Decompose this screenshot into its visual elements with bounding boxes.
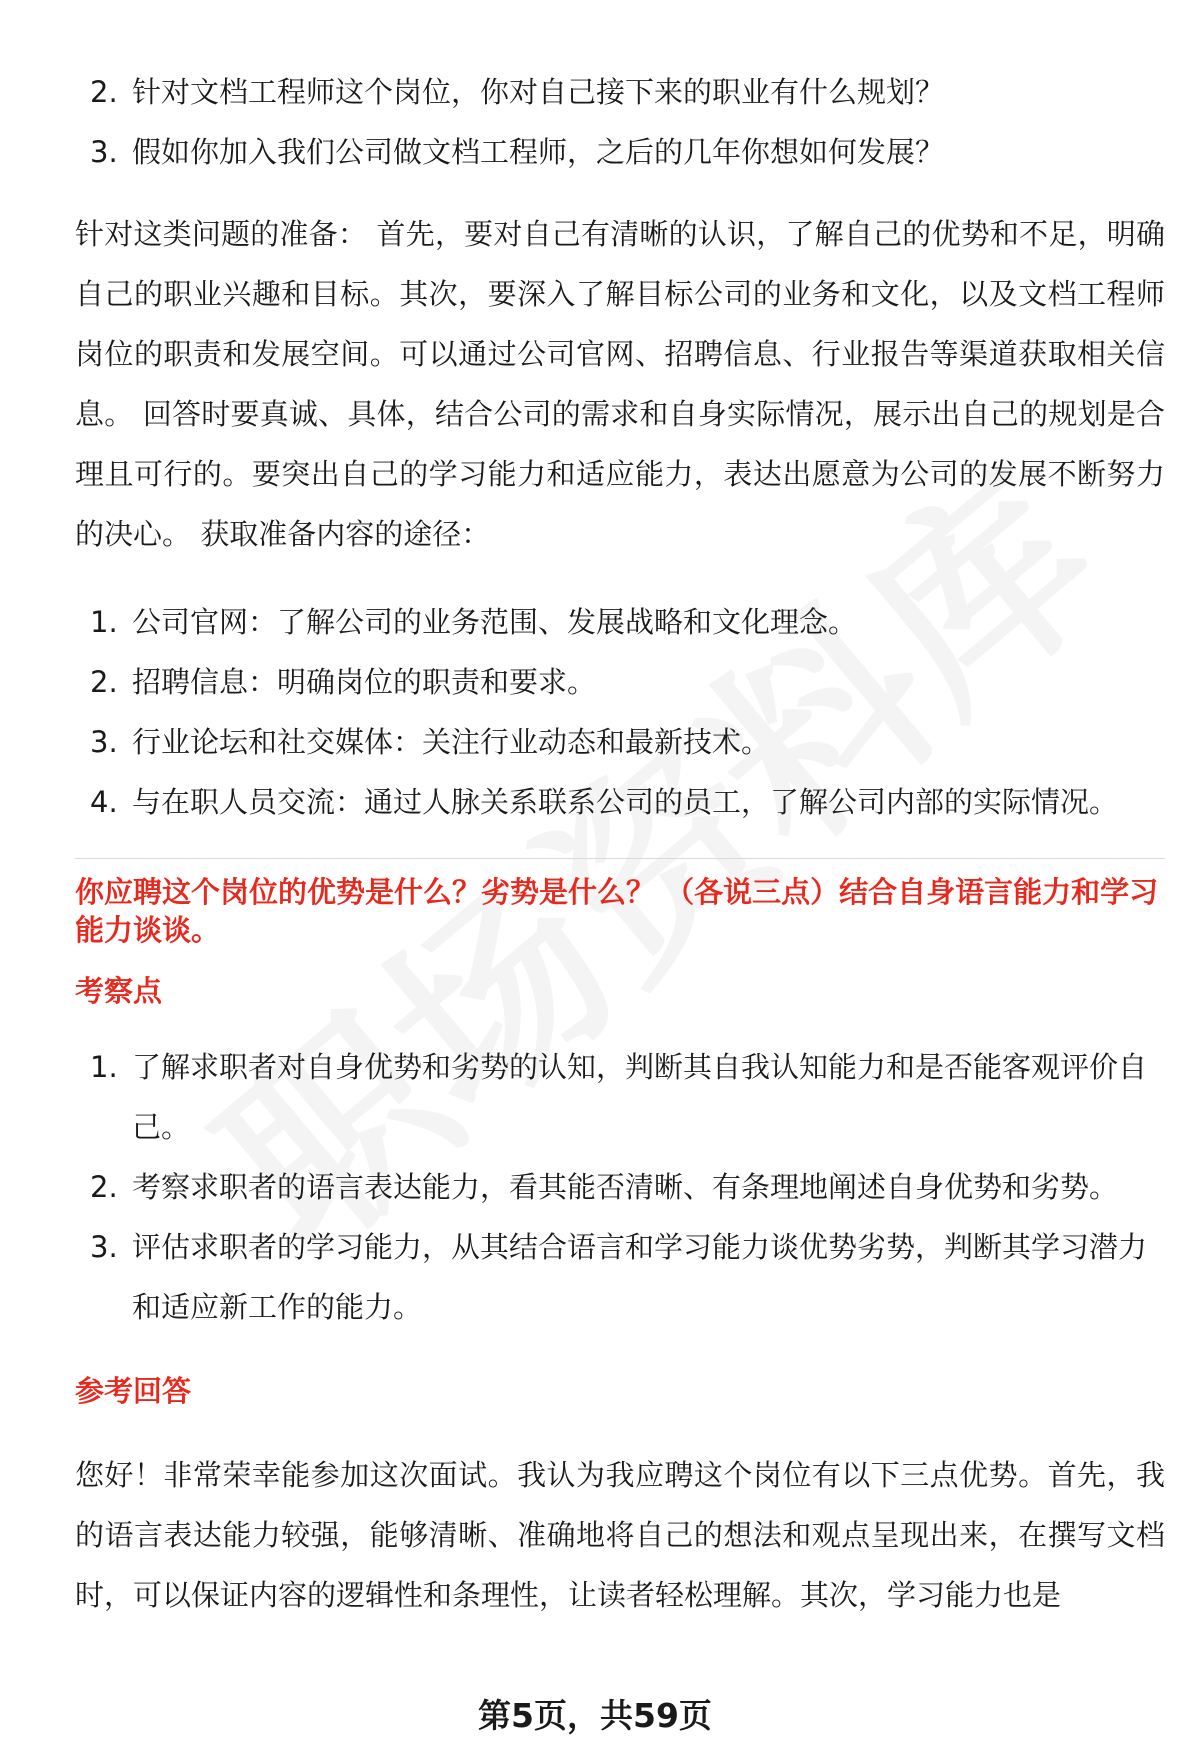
list-text: 公司官网：了解公司的业务范围、发展战略和文化理念。 (132, 605, 858, 639)
list-text: 了解求职者对自身优势和劣势的认知，判断其自我认知能力和是否能客观评价自己。 (132, 1050, 1148, 1144)
preparation-paragraph: 针对这类问题的准备： 首先，要对自己有清晰的认识，了解自己的优势和不足，明确自己的职业兴趣和目标。其次，要深入了解目标公司的业务和文化，以及文档工程师岗位的职责和发展空间。可以通过公司官网、招聘信息、行业报告等渠道获取相关信息。 回答时要真诚、具体，结合公司的需求和自身实际情况，展示出自己的规划是合理且可行的。要突出自己的学习能力和适应能力，表达出愿意为公司的发展不断努力的决心。 获取准备内容的途径： (75, 217, 1165, 551)
list-item (90, 592, 1165, 652)
list-number: 3. (90, 725, 118, 759)
channel-list (75, 592, 1165, 832)
inspect-list (75, 1037, 1165, 1337)
list-item (90, 122, 1165, 182)
list-item (90, 62, 1165, 122)
answer-paragraph: 您好！非常荣幸能参加这次面试。我认为我应聘这个岗位有以下三点优势。首先，我的语言表达能力较强，能够清晰、准确地将自己的想法和观点呈现出来，在撰写文档时，可以保证内容的逻辑性和条理性，让读者轻松理解。其次，学习能力也是 (75, 1458, 1165, 1612)
page-number: 第5页，共59页 (478, 1696, 712, 1735)
list-text: 行业论坛和社交媒体：关注行业动态和最新技术。 (132, 725, 771, 759)
list-number: 3. (90, 1230, 118, 1264)
question-title: 你应聘这个岗位的优势是什么？劣势是什么？ （各说三点）结合自身语言能力和学习能力谈谈。 (75, 875, 1159, 947)
answer-heading: 参考回答 (75, 1374, 192, 1408)
list-number: 1. (90, 605, 118, 639)
list-item (90, 1217, 1165, 1337)
list-number: 2. (90, 75, 118, 109)
list-item (90, 712, 1165, 772)
list-text: 与在职人员交流：通过人脉关系联系公司的员工，了解公司内部的实际情况。 (132, 785, 1119, 819)
list-number: 2. (90, 665, 118, 699)
section-divider (75, 858, 1165, 859)
list-item (90, 1157, 1165, 1217)
list-text: 针对文档工程师这个岗位，你对自己接下来的职业有什么规划？ (132, 75, 945, 109)
page-content (75, 62, 1165, 1625)
list-number: 2. (90, 1170, 118, 1204)
list-text: 假如你加入我们公司做文档工程师，之后的几年你想如何发展？ (132, 135, 945, 169)
list-item (90, 1037, 1165, 1157)
list-text: 评估求职者的学习能力，从其结合语言和学习能力谈优势劣势，判断其学习潜力和适应新工作的能力。 (132, 1230, 1148, 1324)
list-number: 3. (90, 135, 118, 169)
list-number: 1. (90, 1050, 118, 1084)
list-item (90, 652, 1165, 712)
list-text: 招聘信息：明确岗位的职责和要求。 (132, 665, 597, 699)
inspect-heading: 考察点 (75, 974, 163, 1008)
list-number: 4. (90, 785, 118, 819)
list-text: 考察求职者的语言表达能力，看其能否清晰、有条理地阐述自身优势和劣势。 (132, 1170, 1119, 1204)
list-item (90, 772, 1165, 832)
question-list (75, 62, 1165, 182)
